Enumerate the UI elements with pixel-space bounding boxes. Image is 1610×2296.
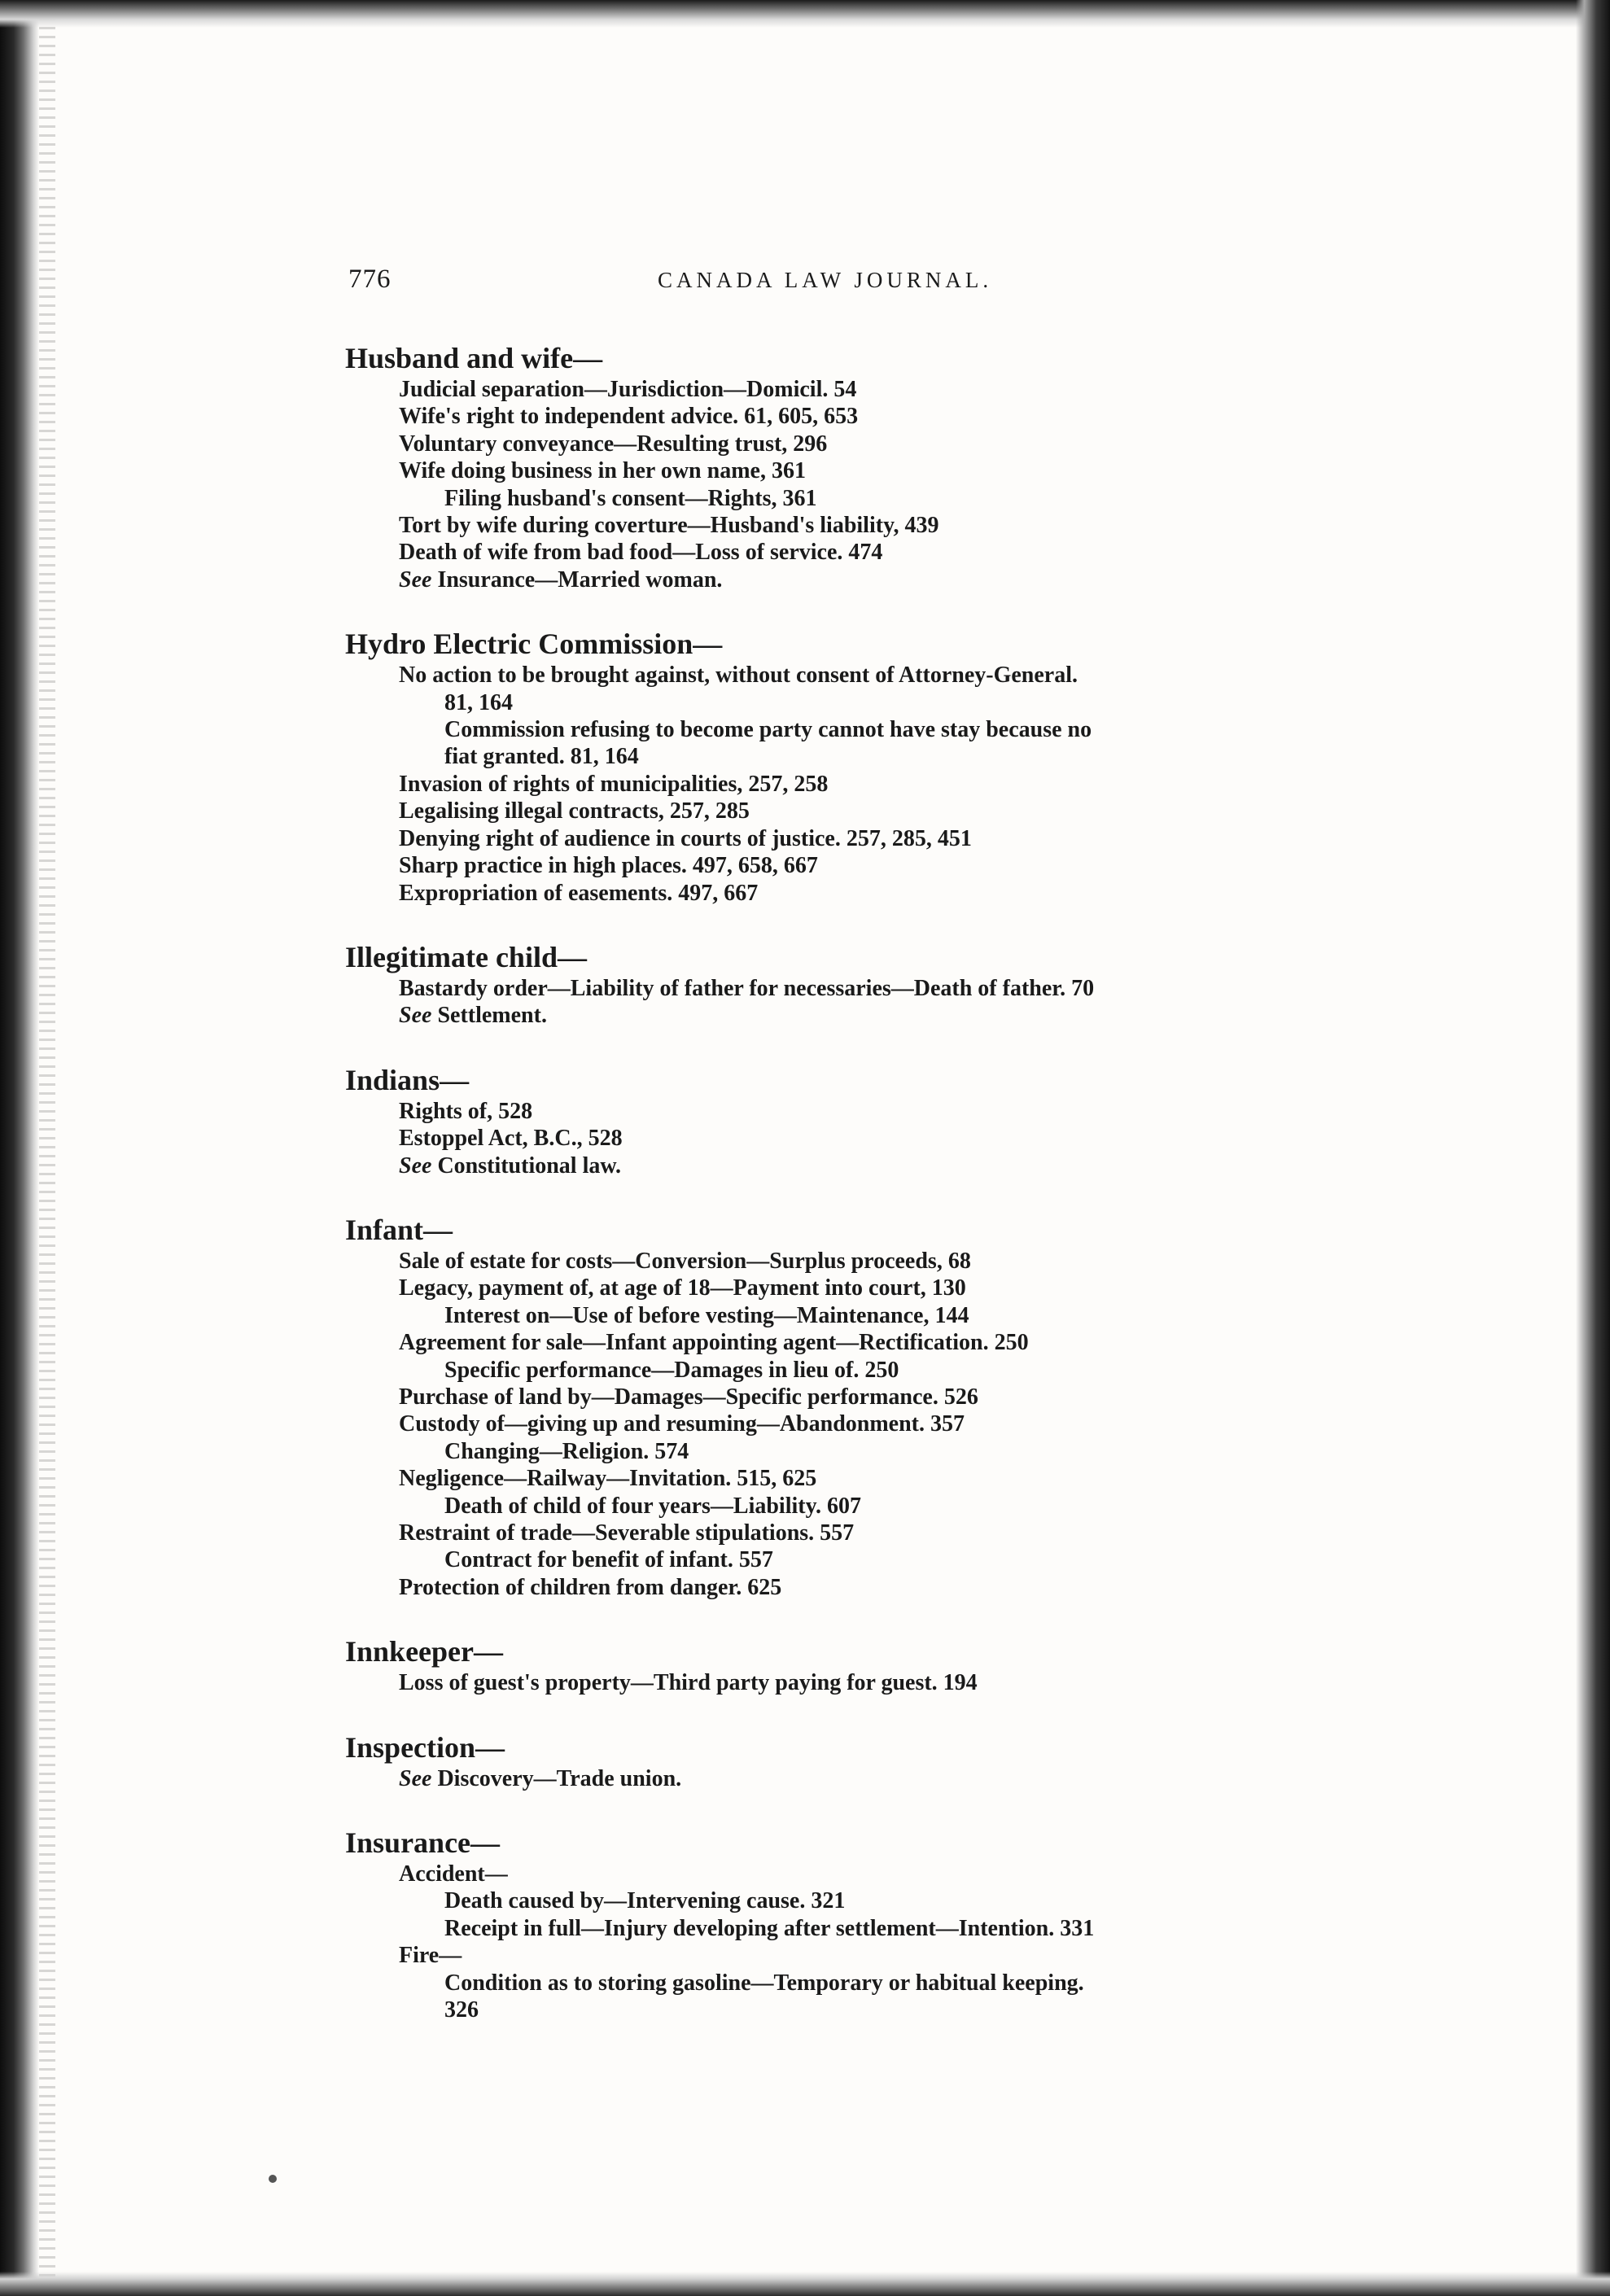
line-text: Legacy, payment of, at age of 18—Payment into court, 130 xyxy=(399,1275,966,1301)
line-text: Custody of—giving up and resuming—Abandonment. 357 xyxy=(399,1411,965,1437)
line-text: Death of wife from bad food—Loss of service. 474 xyxy=(399,540,883,566)
line-text: Insurance—Married woman. xyxy=(437,566,723,593)
page-header xyxy=(348,265,1309,305)
line-text: Filing husband's consent—Rights, 361 xyxy=(444,485,817,511)
entry-line xyxy=(399,539,1317,566)
entry-heading: Inspection— xyxy=(345,1730,505,1764)
entry-line xyxy=(444,743,1317,770)
see-label: See xyxy=(399,566,432,593)
line-text: 81, 164 xyxy=(444,689,513,715)
entry-line xyxy=(399,431,1317,457)
entry-heading: Infant— xyxy=(345,1213,453,1246)
line-text: Changing—Religion. 574 xyxy=(444,1438,689,1464)
see-label: See xyxy=(399,1003,432,1029)
entry-line xyxy=(399,1465,1317,1492)
entry-heading: Husband and wife— xyxy=(345,342,603,374)
line-text: Judicial separation—Jurisdiction—Domicil. 54 xyxy=(399,377,857,402)
line-text: Sale of estate for costs—Conversion—Surplus proceeds, 68 xyxy=(399,1248,971,1274)
entry-line xyxy=(399,975,1317,1002)
entry-line xyxy=(444,1302,1317,1329)
line-text: Accident— xyxy=(399,1861,508,1887)
entry-line xyxy=(444,716,1317,743)
entry-line xyxy=(399,1248,1317,1275)
scan-binding-shadow xyxy=(0,0,39,2296)
entry-line xyxy=(399,662,1317,689)
entry-line xyxy=(399,512,1317,539)
line-text: Constitutional law. xyxy=(437,1152,622,1179)
scan-top-edge xyxy=(0,0,1610,28)
entry-line xyxy=(444,1493,1317,1520)
line-text: Contract for benefit of infant. 557 xyxy=(444,1547,773,1573)
line-text: Denying right of audience in courts of justice. 257, 285, 451 xyxy=(399,825,972,851)
entry-heading: Insurance— xyxy=(345,1826,501,1860)
line-text: Estoppel Act, B.C., 528 xyxy=(399,1126,623,1152)
entry-line xyxy=(444,1970,1317,1996)
entry-line xyxy=(444,1887,1317,1914)
entry-line xyxy=(399,880,1317,907)
entry-line xyxy=(399,457,1317,484)
line-text: Expropriation of easements. 497, 667 xyxy=(399,880,759,906)
entry-heading: Hydro Electric Commission— xyxy=(345,628,723,661)
index-entry xyxy=(340,1825,1317,2023)
line-text: Restraint of trade—Severable stipulations. 557 xyxy=(399,1520,855,1546)
line-text: Condition as to storing gasoline—Temporary or habitual keeping. xyxy=(444,1970,1084,1996)
index-entry xyxy=(340,1730,1317,1792)
entry-line xyxy=(399,1669,1317,1696)
entry-line xyxy=(399,771,1317,798)
cross-reference-line xyxy=(399,1002,1317,1029)
entry-heading: Indians— xyxy=(345,1063,470,1096)
index-content xyxy=(340,340,1317,2056)
see-label: See xyxy=(399,1152,432,1179)
entry-line xyxy=(399,798,1317,824)
index-entry xyxy=(340,1633,1317,1696)
line-text: Interest on—Use of before vesting—Maintenance, 144 xyxy=(444,1302,969,1328)
entry-line xyxy=(399,1275,1317,1301)
line-text: Death caused by—Intervening cause. 321 xyxy=(444,1888,846,1914)
line-text: Loss of guest's property—Third party paying for guest. 194 xyxy=(399,1670,978,1696)
entry-line xyxy=(444,1996,1317,2023)
entry-line xyxy=(399,852,1317,879)
line-text: Death of child of four years—Liability. 607 xyxy=(444,1493,862,1519)
entry-heading: Illegitimate child— xyxy=(345,940,587,973)
entry-line xyxy=(444,1438,1317,1465)
entry-line xyxy=(399,1574,1317,1601)
entry-line xyxy=(399,1942,1317,1969)
entry-line xyxy=(399,1520,1317,1546)
entry-line xyxy=(399,1098,1317,1125)
line-text: Agreement for sale—Infant appointing agent—Rectification. 250 xyxy=(399,1330,1029,1356)
line-text: Invasion of rights of municipalities, 257, 258 xyxy=(399,771,829,797)
line-text: Receipt in full—Injury developing after settlement—Intention. 331 xyxy=(444,1915,1095,1941)
line-text: Commission refusing to become party cannot have stay because no xyxy=(444,717,1092,743)
line-text: fiat granted. 81, 164 xyxy=(444,744,639,770)
entry-line xyxy=(399,1861,1317,1887)
line-text: Wife's right to independent advice. 61, 605, 653 xyxy=(399,404,859,430)
ink-speck xyxy=(269,2175,277,2183)
index-entry xyxy=(340,626,1317,907)
line-text: Purchase of land by—Damages—Specific performance. 526 xyxy=(399,1384,978,1410)
line-text: Specific performance—Damages in lieu of. 250 xyxy=(444,1357,899,1383)
line-text: Discovery—Trade union. xyxy=(437,1765,682,1791)
entry-line xyxy=(399,376,1317,403)
entry-line xyxy=(399,403,1317,430)
entry-line xyxy=(444,1357,1317,1384)
line-text: Negligence—Railway—Invitation. 515, 625 xyxy=(399,1466,817,1492)
cross-reference-line xyxy=(399,1152,1317,1179)
entry-line xyxy=(444,1546,1317,1573)
index-entry xyxy=(340,1062,1317,1179)
page-number: 776 xyxy=(348,265,392,294)
index-entry xyxy=(340,340,1317,593)
line-text: Protection of children from danger. 625 xyxy=(399,1574,782,1600)
index-entry xyxy=(340,939,1317,1030)
entry-heading: Innkeeper— xyxy=(345,1635,504,1668)
line-text: Bastardy order—Liability of father for necessaries—Death of father. 70 xyxy=(399,975,1095,1001)
scan-right-edge xyxy=(1576,0,1610,2296)
line-text: Tort by wife during coverture—Husband's liability, 439 xyxy=(399,513,939,539)
line-text: Wife doing business in her own name, 361 xyxy=(399,458,806,484)
entry-line xyxy=(399,1410,1317,1437)
cross-reference-line xyxy=(399,566,1317,593)
line-text: Legalising illegal contracts, 257, 285 xyxy=(399,798,750,824)
line-text: Rights of, 528 xyxy=(399,1098,533,1124)
scan-bottom-edge xyxy=(0,2272,1610,2296)
line-text: No action to be brought against, without consent of Attorney-General. xyxy=(399,663,1078,689)
line-text: 326 xyxy=(444,1997,479,2023)
running-title: CANADA LAW JOURNAL. xyxy=(658,268,993,292)
scan-binding-texture xyxy=(39,0,55,2296)
index-entry xyxy=(340,1212,1317,1601)
cross-reference-line xyxy=(399,1765,1317,1792)
entry-line xyxy=(399,1384,1317,1410)
entry-line xyxy=(399,1125,1317,1152)
line-text: Fire— xyxy=(399,1943,462,1969)
entry-line xyxy=(444,689,1317,716)
line-text: Voluntary conveyance—Resulting trust, 296 xyxy=(399,431,828,457)
entry-line xyxy=(444,1915,1317,1942)
entry-line xyxy=(399,825,1317,852)
line-text: Settlement. xyxy=(437,1003,547,1029)
see-label: See xyxy=(399,1765,432,1791)
entry-line xyxy=(444,485,1317,512)
line-text: Sharp practice in high places. 497, 658, 667 xyxy=(399,853,818,879)
entry-line xyxy=(399,1329,1317,1356)
